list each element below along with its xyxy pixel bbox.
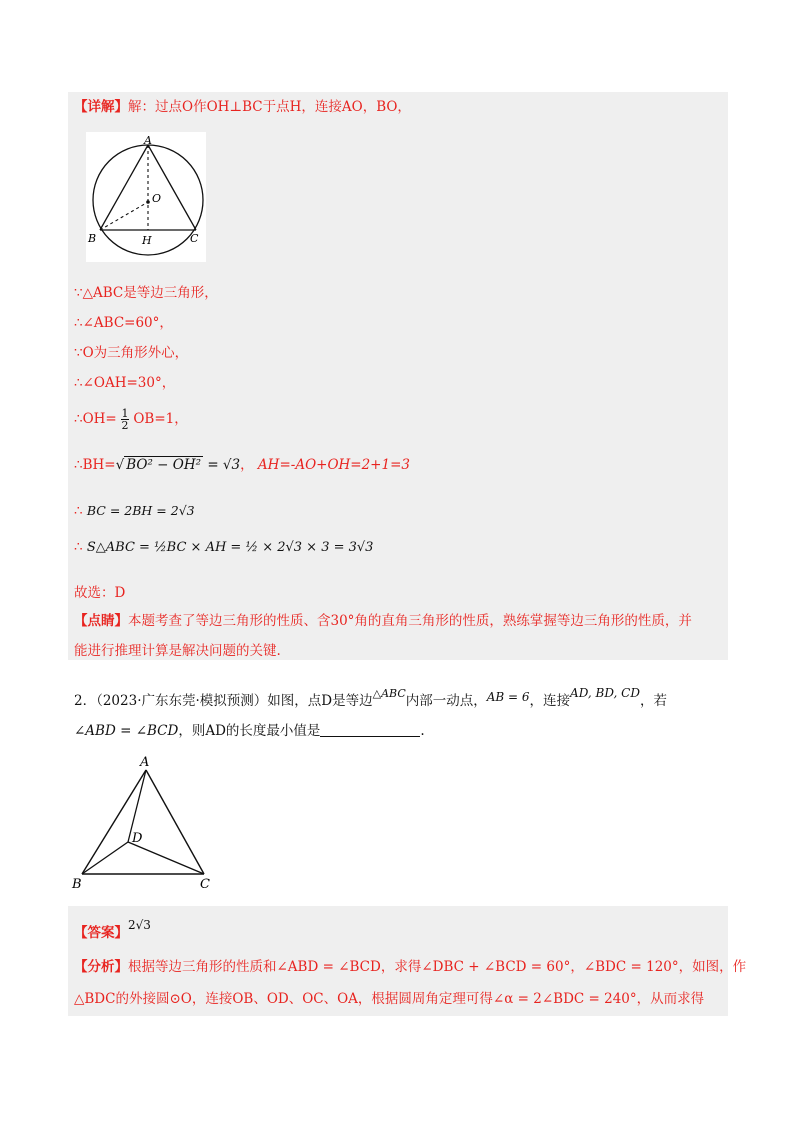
bc-prefix: ∴ <box>74 503 83 519</box>
oh-prefix: ∴OH= <box>74 411 117 427</box>
comment-tag: 【点睛】 <box>74 613 128 629</box>
question-end: . <box>420 723 425 739</box>
bh-radical-sign: √ <box>115 457 125 473</box>
detail-intro: 解：过点O作OH⊥BC于点H，连接AO，BO， <box>128 99 411 115</box>
bh-prefix: ∴BH= <box>74 457 116 473</box>
choice-line: 故选：D <box>74 585 126 601</box>
step-4: ∴∠OAH=30°， <box>74 375 176 391</box>
label-a: A <box>144 134 152 147</box>
label-b: B <box>72 877 82 892</box>
question-text-3: ，连接 <box>529 693 571 709</box>
question-source: （2023·广东东莞·模拟预测） <box>96 693 268 709</box>
label-c: C <box>200 877 210 892</box>
bh-result: = √3 <box>207 457 241 473</box>
analysis-tag: 【分析】 <box>74 959 128 975</box>
center-o <box>146 200 150 204</box>
answer-value: 2√3 <box>128 918 151 932</box>
analysis-line-2: △BDC的外接圆⊙O，连接OB、OD、OC、OA，根据圆周角定理可得∠α = 2∠BDC = 240°，从而求得 <box>74 991 705 1007</box>
label-c: C <box>190 232 199 245</box>
label-b: B <box>88 232 97 245</box>
comment-text-1: 本题考查了等边三角形的性质、含30°角的直角三角形的性质，熟练掌握等边三角形的性质，并 <box>128 613 692 629</box>
question-text-5: ，则AD的长度最小值是 <box>178 723 321 739</box>
bh-radical: BO² − OH² <box>126 457 202 473</box>
circumcircle-figure <box>86 132 206 262</box>
step-oh <box>74 408 188 431</box>
detail-intro-line <box>74 98 411 116</box>
side-ac <box>146 770 204 874</box>
step-3: ∵O为三角形外心， <box>74 345 189 361</box>
oh-frac-num: 1 <box>121 407 129 420</box>
analysis-line-1 <box>74 958 746 976</box>
step-bh: ∴BH=√ BO² − OH² = √3， AH=-AO+OH=2+1=3 <box>74 457 410 473</box>
question-text-1: 如图，点D是等边 <box>267 693 373 709</box>
question-ab: AB = 6 <box>486 690 530 704</box>
s-prefix: ∴ <box>74 539 83 555</box>
label-o: O <box>152 192 162 205</box>
side-ab <box>82 770 146 874</box>
question-condition: ∠ABD = ∠BCD <box>74 723 179 739</box>
comment-line-2: 能进行推理计算是解决问题的关键. <box>74 643 281 659</box>
question-text-4: ，若 <box>639 693 667 709</box>
comment-line-1 <box>74 612 692 630</box>
ah-text: AH=-AO+OH=2+1=3 <box>257 457 410 473</box>
oh-frac-den: 2 <box>121 419 129 432</box>
oh-fraction <box>121 408 129 431</box>
step-1: ∵△ABC是等边三角形， <box>74 285 218 301</box>
s-formula: S△ABC = ½BC × AH = ½ × 2√3 × 3 = 3√3 <box>86 540 374 555</box>
segment-cd <box>128 842 204 874</box>
question-line-1 <box>74 684 667 710</box>
label-h: H <box>142 234 152 247</box>
step-bc <box>74 502 195 520</box>
bc-formula: BC = 2BH = 2√3 <box>86 503 195 518</box>
answer-line <box>74 916 151 942</box>
question-line-2 <box>74 722 425 740</box>
segment-bd <box>82 842 128 874</box>
question-number: 2． <box>74 693 97 709</box>
detail-tag: 【详解】 <box>74 99 128 115</box>
answer-blank[interactable] <box>320 724 420 737</box>
step-2: ∴∠ABC=60°， <box>74 315 173 331</box>
step-area <box>74 538 373 557</box>
question-segments: AD, BD, CD <box>570 686 640 700</box>
oh-suffix: OB=1， <box>133 411 188 427</box>
question-text-2: 内部一动点， <box>405 693 487 709</box>
triangle-figure <box>70 752 230 892</box>
analysis-text-1: 根据等边三角形的性质和∠ABD = ∠BCD，求得∠DBC + ∠BCD = 60°，∠BDC = 120°，如图，作 <box>128 959 747 975</box>
label-d: D <box>132 831 143 846</box>
question-triangle: △ABC <box>372 687 406 700</box>
answer-tag: 【答案】 <box>74 925 128 941</box>
label-a: A <box>140 755 150 770</box>
